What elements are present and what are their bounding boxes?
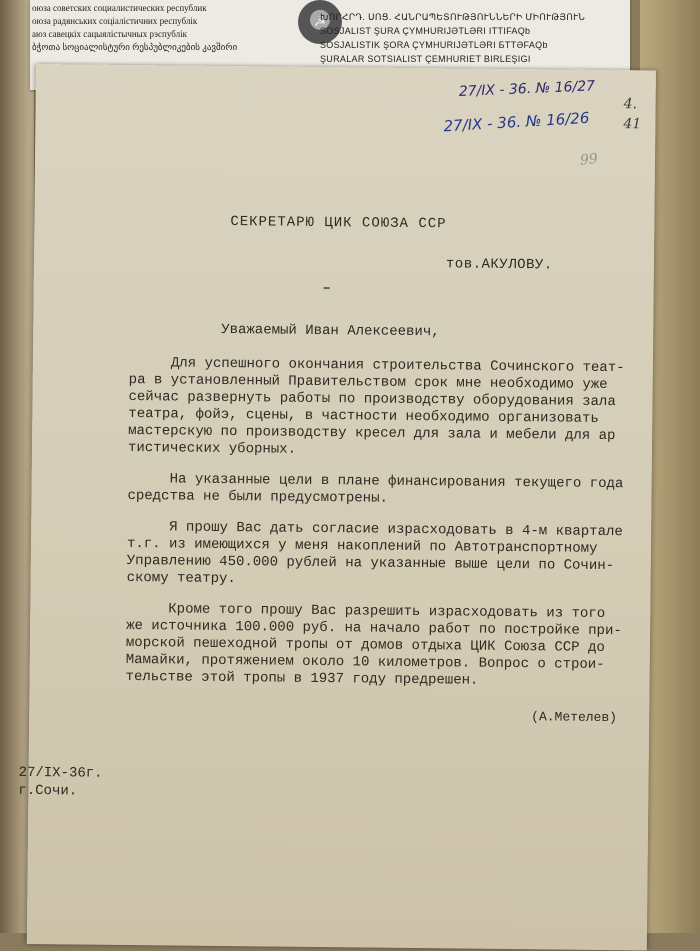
paragraph: Для успешного окончания строительства Сочинского теат- ра в установленный Правительством срок мне необходимо уже сейчас развернуть работы по производству оборудования зала театра, фойэ, сцены, в частности необходимо организовать мастерскую по производству кресел для зала и мебели для ар тистических уборных.	[127, 354, 625, 458]
letterhead-left-block	[32, 2, 292, 54]
addressee-name: тов.АКУЛОВУ.	[445, 256, 553, 274]
letter-date: 27/IX-36г.	[18, 764, 103, 782]
pencil-tick	[324, 287, 330, 289]
letterhead-right-block	[320, 10, 620, 66]
letterhead-left-line: ბჭოთა სოციალისტური რესპუბლიკების კავშირი	[32, 42, 238, 52]
letter-body	[125, 355, 669, 706]
registration-stamp-main: 27/IX - 36. № 16/26	[443, 108, 590, 136]
letterhead-left-line: аюз савецкіх сацыялістычных рэспублік	[32, 29, 187, 39]
side-note: 41	[623, 116, 642, 133]
greeting: Уважаемый Иван Алексеевич,	[221, 321, 440, 341]
letter-page	[18, 64, 656, 950]
letterhead-right-line: ԽՈՐՀՐԴ. ՍՈՑ. ՀԱՆՐԱՊԵՏՈՒԹՅՈՒՆՆԵՐԻ ՄԻՈՒԹՅՈՒՆ	[320, 12, 586, 22]
letter-place: г.Сочи.	[18, 782, 78, 800]
pencil-page-number: 99	[579, 150, 599, 169]
date-place-block	[18, 764, 102, 801]
soviet-emblem-icon: ☭	[298, 0, 342, 44]
side-notes	[623, 94, 641, 134]
addressee-title: СЕКРЕТАРЮ ЦИК СОЮЗА ССР	[230, 214, 447, 233]
paragraph: На указанные цели в плане финансирования текущего года средства не были предусмотрены.	[127, 470, 624, 507]
paragraph: Я прошу Вас дать согласие израсходовать в 4-м квартале т.г. из имеющихся у меня накоплений по Автотранспортному Управлению 450.000 рублей на указанные выше цели по Сочин- скому театру.	[126, 518, 623, 588]
signature: (А.Метелев)	[531, 709, 618, 726]
side-note: 4.	[623, 96, 638, 113]
letterhead-right-line: SOSJALISTIK ŞORA ÇYMHURIJƏTLƏRI БTTƏFAQb	[320, 40, 548, 50]
letterhead-left-line: оюза радянських соціалістичних республік	[32, 16, 198, 26]
letterhead-right-line: ŞURALAR SOTSIALIST ÇEMHURIET BIRLEŞIGI	[320, 54, 531, 64]
letterhead-right-line: SOSJALIST ŞURA ÇYMHURIJƏTLƏRI ITTIFAQb	[320, 26, 531, 36]
registration-stamp-top: 27/IX - 36. № 16/27	[458, 78, 596, 100]
letterhead-left-line: оюза советских социалистических республик	[32, 3, 207, 13]
paragraph: Кроме того прошу Вас разрешить израсходовать из того же источника 100.000 руб. на начало работ по постройке при- морской пешеходной тропы от домов отдыха ЦИК Союза ССР до Мамайки, протяжением около 10 километров. Вопрос о строи- тельстве этой тропы в 1937 году предрешен.	[125, 600, 622, 689]
